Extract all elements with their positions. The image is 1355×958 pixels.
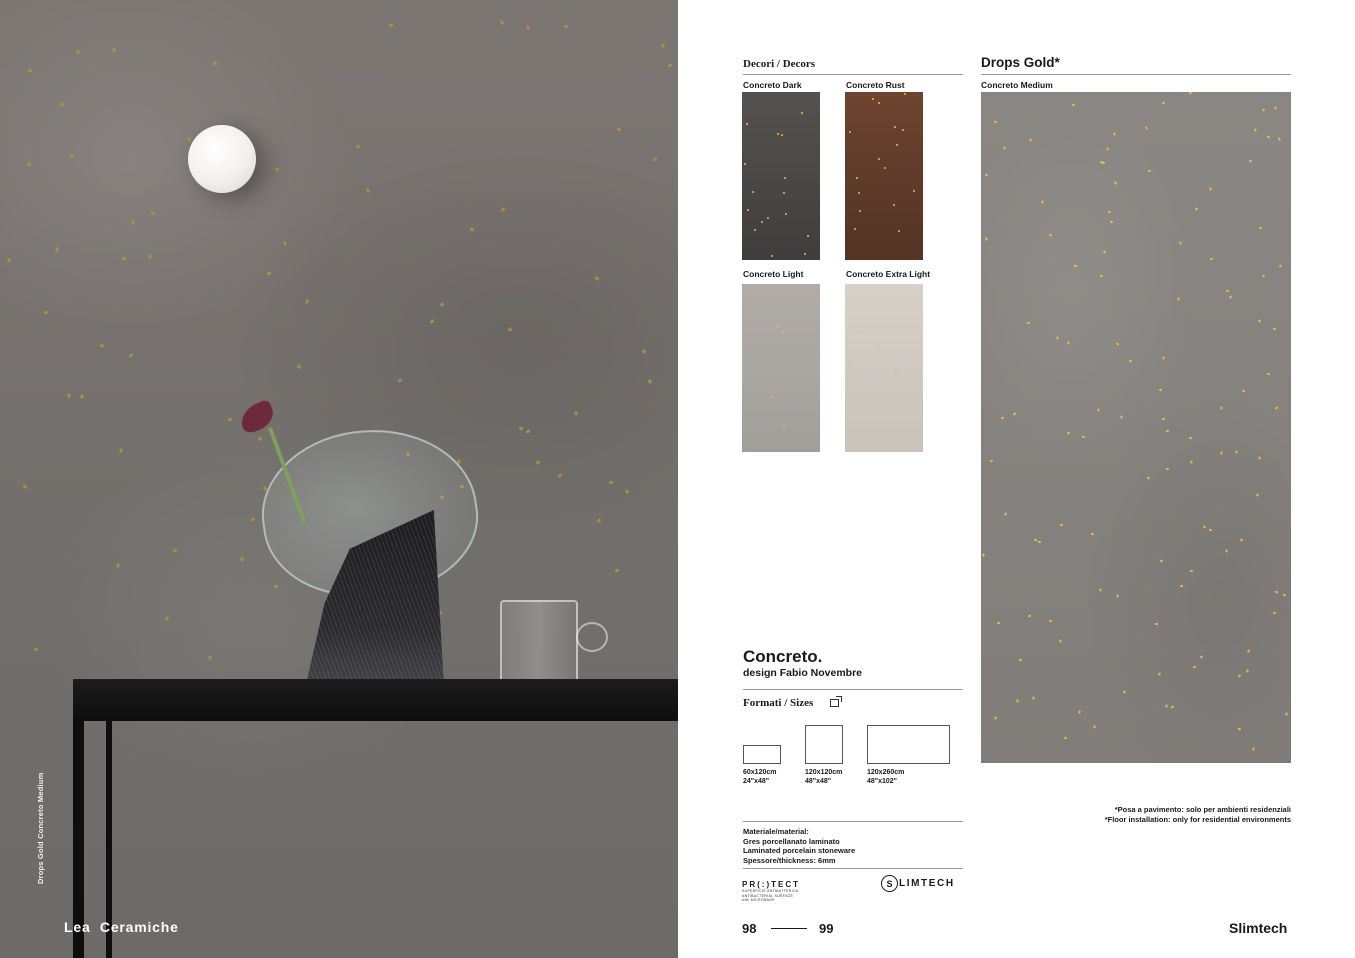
gold-speck [1256, 493, 1259, 497]
gold-speck [1029, 138, 1031, 141]
gold-speck [872, 98, 875, 101]
gold-speck [1189, 436, 1193, 439]
gold-speck [1209, 529, 1212, 532]
swatch-concreto-dark [742, 92, 820, 260]
gold-speck [1004, 512, 1008, 516]
gold-speck [1093, 725, 1096, 729]
gold-speck [856, 177, 858, 179]
gold-speck [783, 425, 785, 427]
slimtech-logo [881, 875, 955, 892]
gold-speck [558, 473, 563, 478]
gold-speck [858, 332, 861, 335]
gold-speck [574, 411, 578, 415]
collection-rule [743, 689, 963, 690]
gold-speck [1180, 585, 1183, 587]
gold-speck [1106, 147, 1109, 150]
note-english: *Floor installation: only for residential environments [1104, 815, 1291, 824]
gold-speck [982, 553, 985, 556]
collection-name: Concreto. [743, 647, 823, 666]
gold-speck [258, 436, 263, 441]
swatch-label-dark: Concreto Dark [743, 80, 802, 90]
gold-speck [1249, 160, 1252, 162]
swatch-label-extra-light: Concreto Extra Light [846, 269, 931, 279]
gold-speck [985, 174, 989, 177]
gold-speck [1072, 104, 1075, 106]
gold-speck [642, 349, 647, 354]
gold-speck [1016, 699, 1019, 703]
slimtech-logo-mark: S [881, 875, 898, 892]
protect-logo-sub: with MICROBAN® [742, 898, 775, 902]
swatch-concreto-rust [845, 92, 923, 260]
gold-speck [1060, 523, 1064, 526]
gold-speck [1247, 649, 1250, 653]
gold-speck [1200, 655, 1204, 659]
gold-speck [1003, 146, 1006, 150]
gold-speck [1238, 674, 1241, 678]
gold-speck [784, 177, 786, 179]
black-console-table [73, 679, 678, 721]
material-rule-top [743, 821, 963, 822]
gold-speck [595, 276, 600, 281]
gold-speck [1019, 658, 1023, 661]
material-line: Spessore/thickness: 6mm [743, 855, 836, 865]
gold-speck [597, 518, 602, 523]
gold-speck [1275, 406, 1278, 410]
gold-speck [777, 326, 780, 329]
glass-cup [500, 600, 578, 690]
size-shape-120x260 [867, 725, 950, 764]
gold-speck [1203, 525, 1207, 529]
gold-speck [1082, 436, 1085, 438]
gold-speck [1258, 319, 1262, 323]
gold-speck [990, 460, 993, 463]
gold-speck [28, 69, 32, 72]
gold-speck [804, 253, 807, 256]
gold-speck [997, 621, 1001, 624]
gold-speck [297, 364, 301, 369]
gold-speck [1159, 389, 1162, 392]
gold-speck [1165, 704, 1168, 708]
brand-slimtech: Slimtech [1229, 920, 1288, 936]
gold-speck [1240, 538, 1243, 542]
gold-speck [898, 230, 901, 233]
size-imperial: 48"x102" [867, 778, 897, 785]
gold-speck [148, 254, 151, 258]
gold-speck [1267, 373, 1270, 375]
page-number-left: 98 [742, 921, 757, 936]
gold-speck [1148, 170, 1151, 172]
gold-speck [896, 144, 898, 146]
glass-cup-handle [576, 622, 608, 652]
gold-speck [1103, 250, 1106, 253]
gold-speck [501, 207, 506, 212]
swatch-concreto-light [742, 284, 820, 452]
page-number-right: 99 [819, 921, 834, 936]
gold-speck [777, 133, 780, 136]
gold-speck [858, 192, 861, 195]
gold-speck [240, 557, 245, 562]
gold-speck [1246, 669, 1249, 672]
gold-speck [112, 47, 116, 52]
size-imperial: 48"x48" [805, 778, 832, 785]
gold-speck [1171, 705, 1175, 709]
gold-speck [129, 353, 134, 358]
gold-speck [1160, 559, 1164, 562]
gold-speck [1056, 336, 1058, 339]
gold-speck [876, 346, 879, 349]
gold-speck [1064, 736, 1068, 740]
gold-speck [1116, 594, 1119, 597]
gold-speck [23, 484, 28, 489]
gold-speck [1027, 322, 1030, 324]
gold-speck [747, 209, 750, 212]
size-imperial: 24"x48" [743, 778, 770, 785]
gold-speck [1273, 611, 1277, 615]
gold-speck [366, 188, 371, 193]
gold-speck [208, 655, 211, 659]
gold-speck [1259, 226, 1263, 230]
gold-speck [251, 517, 256, 522]
gold-speck [1179, 241, 1181, 244]
gold-speck [1110, 221, 1113, 223]
gold-speck [1158, 672, 1162, 676]
material-line: Materiale/material: [743, 827, 809, 836]
gold-speck [1162, 418, 1165, 421]
size-shape-60x120 [743, 745, 781, 764]
size-label-120x120 [805, 768, 842, 786]
material-info [743, 827, 855, 865]
size-label-120x260 [867, 768, 904, 786]
brand-lea-ceramiche: Lea Ceramiche [64, 919, 179, 935]
gold-speck [913, 190, 916, 193]
gold-speck [1116, 342, 1120, 346]
gold-speck [1013, 412, 1017, 415]
gold-speck [1210, 258, 1213, 260]
material-rule-bottom [743, 868, 963, 869]
gold-speck [1120, 415, 1123, 419]
gold-speck [859, 210, 862, 213]
gold-speck [430, 319, 435, 324]
gold-speck [274, 585, 279, 589]
gold-speck [1267, 135, 1271, 138]
gold-speck [1190, 460, 1193, 463]
gold-speck [893, 204, 895, 206]
gold-speck [1074, 265, 1077, 268]
floor-installation-note [1105, 805, 1291, 825]
gold-speck [1220, 406, 1222, 409]
decors-rule [743, 74, 963, 75]
gold-speck [1001, 416, 1005, 419]
gold-speck [801, 112, 804, 115]
gold-speck [508, 327, 513, 332]
gold-speck [1273, 328, 1276, 330]
gold-speck [625, 489, 630, 494]
gold-speck [1190, 570, 1193, 572]
photo-caption: Drops Gold Concreto Medium [36, 772, 45, 884]
gold-speck [849, 131, 852, 134]
gold-speck [1189, 92, 1193, 95]
gold-speck [1100, 274, 1104, 277]
gold-speck [1091, 533, 1094, 535]
page-number-separator [771, 928, 807, 929]
gold-speck [1129, 360, 1132, 363]
external-link-icon [830, 699, 839, 707]
wall-lamp [188, 125, 256, 193]
gold-speck [1274, 106, 1277, 109]
gold-speck [850, 363, 852, 365]
gold-speck [470, 228, 475, 232]
gold-speck [994, 121, 998, 124]
protect-logo [742, 880, 800, 903]
gold-speck [1262, 108, 1266, 111]
gold-speck [1099, 588, 1102, 592]
gold-speck [151, 212, 156, 216]
gold-speck [173, 548, 178, 552]
gold-speck [994, 716, 997, 720]
gold-speck [1242, 389, 1246, 392]
gold-speck [807, 235, 809, 237]
gold-speck [1034, 538, 1038, 541]
gold-speck [1032, 696, 1035, 700]
size-metric: 60x120cm [743, 769, 777, 776]
gold-speck [985, 237, 988, 241]
gold-speck [1283, 594, 1287, 597]
gold-speck [440, 302, 445, 307]
gold-speck [648, 379, 653, 384]
gold-speck [267, 271, 272, 275]
swatch-concreto-medium-drops-gold [981, 92, 1291, 763]
gold-speck [1252, 747, 1254, 750]
gold-speck [34, 647, 39, 652]
gold-speck [1220, 451, 1223, 455]
gold-speck [283, 241, 288, 246]
gold-speck [1145, 126, 1148, 130]
material-line: Gres porcellanato laminato [743, 836, 840, 846]
gold-speck [55, 247, 59, 252]
formats-heading: Formati / Sizes [743, 697, 814, 709]
gold-speck [1049, 233, 1053, 236]
gold-speck [1193, 666, 1196, 669]
gold-speck [526, 429, 531, 433]
gold-speck [1275, 591, 1278, 594]
gold-speck [398, 379, 403, 383]
gold-speck [100, 343, 105, 348]
gold-speck [617, 127, 622, 132]
decors-heading: Decori / Decors [743, 58, 816, 70]
gold-speck [1177, 297, 1180, 300]
gold-speck [1114, 181, 1117, 185]
gold-speck [904, 93, 906, 95]
gold-speck [609, 481, 613, 484]
size-label-60x120 [743, 768, 776, 786]
gold-speck [1279, 265, 1282, 268]
gold-speck [1123, 690, 1125, 693]
gold-speck [213, 62, 218, 66]
gold-speck [228, 417, 233, 422]
gold-speck [122, 256, 127, 260]
gold-speck [1067, 341, 1069, 344]
gold-speck [356, 144, 361, 149]
protect-logo-sub: ANTIBACTERIAL SURFACE [742, 893, 794, 898]
gold-speck [1155, 623, 1158, 625]
slimtech-logo-text: LIMTECH [899, 878, 955, 889]
gold-speck [1226, 289, 1230, 292]
gold-speck [1166, 468, 1169, 471]
swatch-label-rust: Concreto Rust [846, 80, 905, 90]
gold-speck [761, 221, 763, 223]
size-metric: 120x260cm [867, 769, 905, 776]
size-shape-120x120 [805, 725, 843, 764]
gold-speck [1049, 620, 1052, 623]
gold-speck [27, 163, 32, 167]
gold-speck [275, 168, 280, 172]
gold-speck [1195, 207, 1199, 211]
gold-speck [526, 25, 531, 30]
gold-speck [119, 448, 123, 453]
gold-speck [895, 371, 898, 374]
gold-speck [1147, 476, 1151, 480]
gold-speck [165, 616, 170, 621]
gold-speck [1097, 408, 1099, 411]
gold-speck [1285, 712, 1287, 715]
gold-speck [1254, 128, 1257, 131]
gold-speck [878, 102, 881, 105]
gold-speck [785, 213, 788, 216]
swatch-concreto-extra-light [845, 284, 923, 452]
gold-speck [1278, 137, 1281, 140]
gold-speck [782, 332, 784, 334]
gold-speck [305, 299, 309, 304]
designer-credit: design Fabio Novembre [743, 667, 863, 679]
gold-speck [1078, 710, 1081, 713]
gold-speck [771, 396, 774, 399]
gold-speck [771, 255, 774, 258]
gold-speck [754, 229, 757, 232]
gold-speck [653, 157, 658, 162]
material-line: Laminated porcelain stoneware [743, 846, 856, 855]
gold-speck [1209, 187, 1212, 190]
gold-speck [1162, 101, 1166, 105]
gold-speck [76, 50, 81, 55]
gold-speck [752, 191, 754, 193]
gold-speck [615, 568, 620, 573]
gold-speck [188, 138, 191, 142]
gold-speck [783, 192, 786, 195]
gold-speck [7, 258, 11, 263]
gold-speck [519, 427, 524, 431]
gold-speck [746, 123, 749, 126]
protect-logo-text: PR(:)TECT [742, 880, 800, 889]
gold-speck [60, 102, 65, 106]
gold-speck [536, 460, 541, 465]
gold-speck [44, 310, 49, 315]
gold-speck [902, 129, 904, 131]
gold-speck [781, 134, 784, 137]
gold-speck [67, 393, 71, 397]
gold-speck [80, 394, 84, 399]
gold-speck [1067, 432, 1070, 435]
feature-title: Drops Gold* [981, 55, 1060, 70]
gold-speck [1113, 132, 1115, 135]
gold-speck [894, 126, 896, 128]
gold-speck [1238, 728, 1241, 730]
gold-speck [116, 563, 119, 567]
gold-speck [389, 24, 394, 28]
gold-speck [1226, 550, 1228, 553]
gold-speck [661, 43, 666, 48]
gold-speck [1235, 450, 1237, 453]
feature-swatch-label: Concreto Medium [981, 80, 1053, 90]
protect-logo-sub: SUPERFICIE ANTIBATTERICA [742, 889, 799, 893]
gold-speck [744, 163, 747, 166]
gold-speck [70, 153, 75, 158]
feature-rule [981, 74, 1291, 75]
size-metric: 120x120cm [805, 769, 843, 776]
gold-speck [1166, 430, 1169, 432]
gold-speck [878, 158, 880, 160]
gold-speck [1262, 274, 1266, 277]
gold-speck [767, 217, 770, 220]
gold-speck [564, 25, 568, 29]
gold-speck [1041, 200, 1043, 203]
gold-speck [1028, 614, 1032, 617]
gold-speck [854, 228, 857, 231]
gold-speck [1059, 639, 1062, 642]
gold-speck [1162, 356, 1165, 359]
gold-speck [1108, 211, 1111, 213]
gold-speck [1258, 456, 1261, 460]
gold-speck [668, 63, 673, 67]
swatch-label-light: Concreto Light [743, 269, 804, 279]
gold-speck [1100, 161, 1103, 163]
gold-speck [500, 20, 504, 25]
gold-speck [131, 220, 136, 225]
gold-speck [1229, 295, 1232, 299]
note-italian: *Posa a pavimento: solo per ambienti residenziali [1114, 805, 1291, 814]
gold-speck [1038, 541, 1041, 544]
gold-speck [884, 167, 886, 169]
